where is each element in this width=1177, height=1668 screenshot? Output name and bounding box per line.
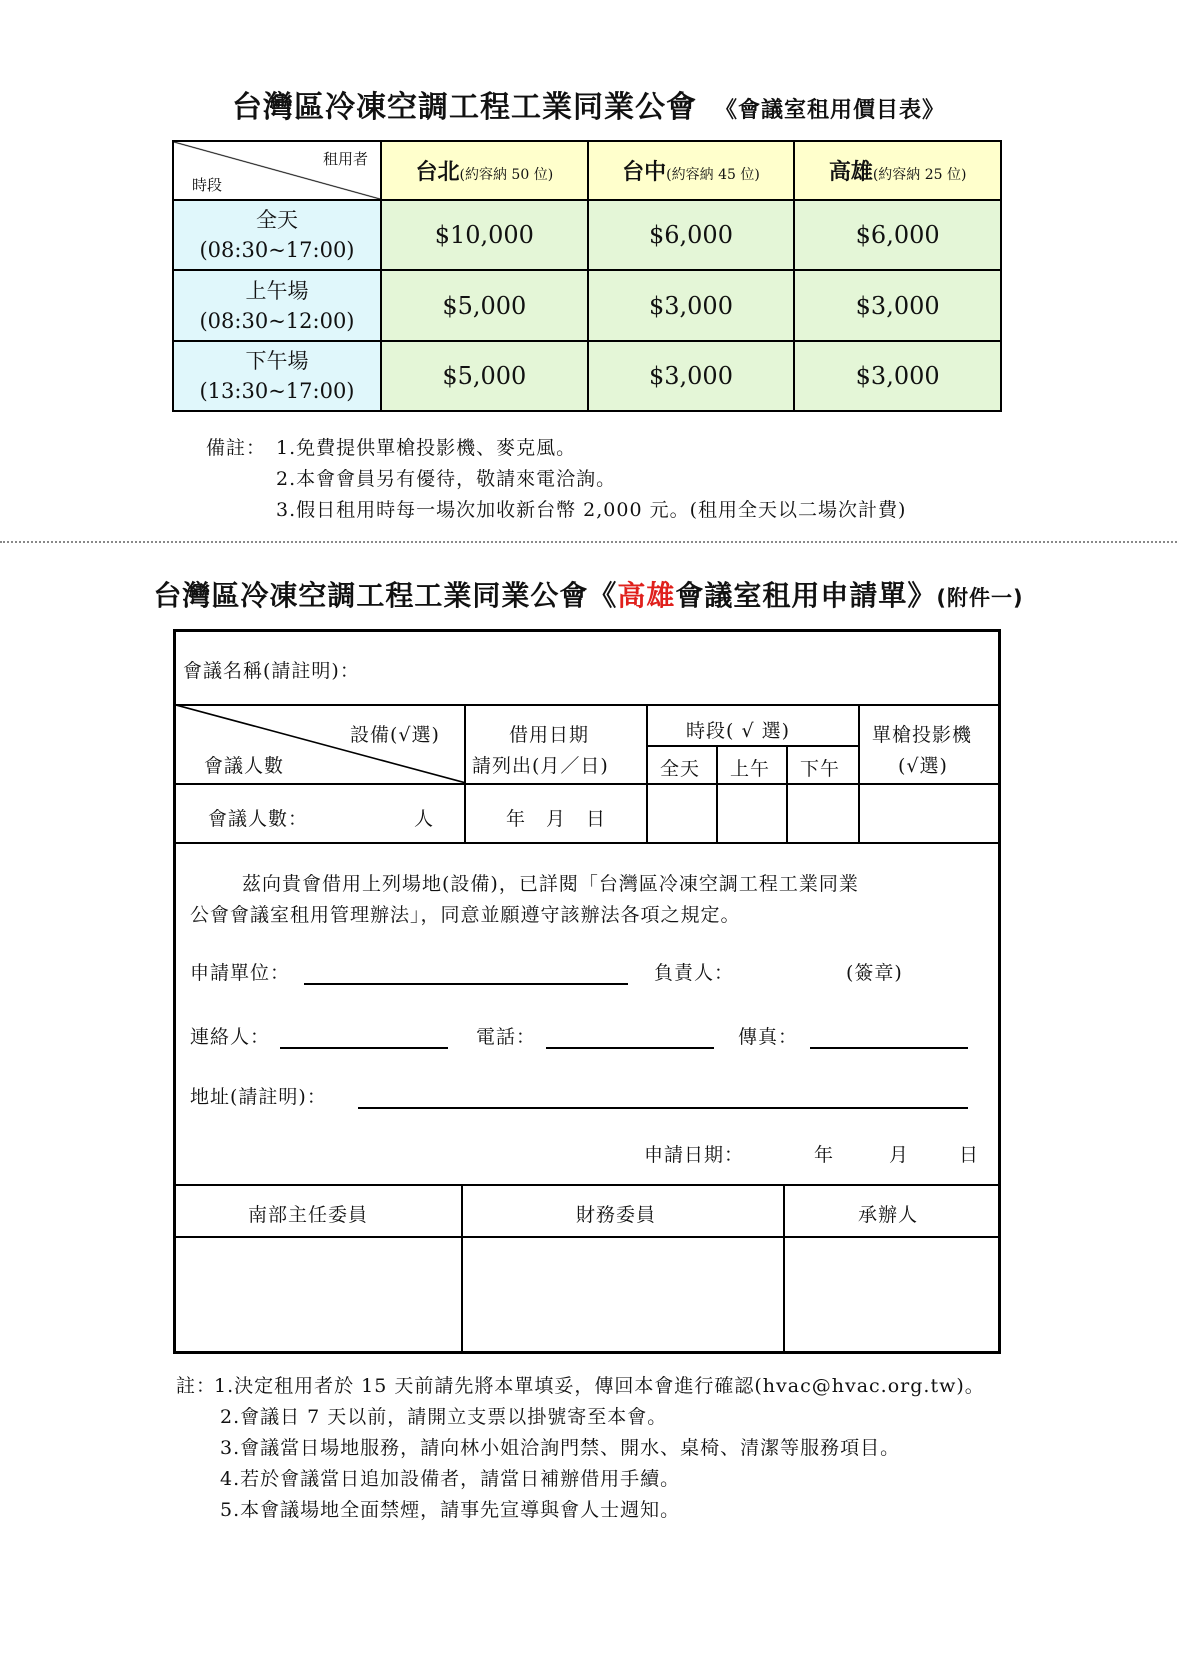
sign-box-director[interactable] (176, 1238, 459, 1352)
price-title-sub: 《會議室租用價目表》 (714, 98, 945, 123)
city-header-taipei: 台北(約容納 50 位) (381, 141, 588, 200)
footer-note-item: 2.會議日 7 天以前，請開立支票以掛號寄至本會。 (220, 1406, 668, 1428)
meeting-name-label: 會議名稱(請註明)： (183, 660, 360, 682)
attendees-field-label: 會議人數： (208, 808, 309, 830)
applicant-field[interactable] (304, 983, 628, 985)
phone-field[interactable] (546, 1047, 714, 1049)
equip-header: 設備(√選) (350, 724, 440, 746)
sign-header-director: 南部主任委員 (248, 1204, 369, 1226)
slot-checkbox-full[interactable] (716, 784, 786, 842)
price-cell: $5,000 (381, 270, 588, 340)
date-header-1: 借用日期 (509, 724, 590, 746)
footer-note-item: 3.會議當日場地服務，請向林小姐洽詢門禁、開水、桌椅、清潔等服務項目。 (220, 1437, 901, 1459)
header-corner (173, 141, 381, 200)
address-label: 地址(請註明)： (190, 1086, 327, 1108)
note-item: 1.免費提供單槍投影機、麥克風。 (276, 437, 577, 459)
contact-field[interactable] (280, 1047, 448, 1049)
statement-line-2: 公會會議室租用管理辦法」，同意並願遵守該辦法各項之規定。 (190, 904, 741, 926)
phone-label: 電話： (476, 1026, 537, 1048)
date-fill: 年 月 日 (506, 808, 607, 830)
price-sheet-title (0, 82, 1177, 126)
sign-box-handler[interactable] (786, 1238, 996, 1352)
sign-header-finance: 財務委員 (576, 1204, 657, 1226)
apply-month: 月 (889, 1144, 910, 1166)
sign-header-handler: 承辦人 (858, 1204, 919, 1226)
slot-morning-label: 上午 (730, 758, 771, 780)
footer-note-item: 4.若於會議當日追加設備者，請當日補辦借用手續。 (220, 1468, 681, 1490)
form-attachment-label: (附件一) (936, 586, 1024, 610)
contact-label: 連絡人： (190, 1026, 271, 1048)
header-corner-renter: 租用者 (322, 150, 368, 168)
footer-note-item: 1.決定租用者於 15 天前請先將本單填妥，傳回本會進行確認(hvac@hvac.org.tw)。 (214, 1375, 985, 1397)
price-cell: $6,000 (588, 200, 795, 270)
seal-label: (簽章) (846, 962, 903, 984)
slot-afternoon-label: 下午 (800, 758, 841, 780)
city-header-kaohsiung: 高雄(約容納 25 位) (794, 141, 1001, 200)
fax-field[interactable] (810, 1047, 968, 1049)
form-title-city: 高雄 (617, 579, 676, 612)
slot-morning: 上午場 (08:30~12:00) (173, 270, 381, 340)
application-form (173, 629, 1001, 1354)
price-cell: $3,000 (794, 270, 1001, 340)
price-cell: $3,000 (588, 270, 795, 340)
price-cell: $10,000 (381, 200, 588, 270)
applicant-label: 申請單位： (190, 962, 291, 984)
note-item: 2.本會會員另有優待，敬請來電洽詢。 (276, 468, 617, 490)
statement-line-1: 茲向貴會借用上列場地(設備)，已詳閱「台灣區冷凍空調工程工業同業 (242, 873, 859, 895)
price-cell: $3,000 (588, 341, 795, 411)
header-corner-slot: 時段 (192, 176, 223, 195)
sign-box-finance[interactable] (464, 1238, 781, 1352)
cut-line-divider (0, 541, 1177, 543)
table-row (173, 270, 1001, 340)
date-header-2: 請列出(月／日) (472, 755, 609, 777)
apply-year: 年 (814, 1144, 835, 1166)
slot-full-day-label: 全天 (660, 758, 701, 780)
price-title-main: 台灣區冷凍空調工程工業同業公會 (231, 90, 697, 125)
price-cell: $3,000 (794, 341, 1001, 411)
footer-notes-label: 註： (176, 1375, 217, 1397)
form-title: 台灣區冷凍空調工程工業同業公會《高雄會議室租用申請單》(附件一) (153, 579, 1024, 612)
apply-date-label: 申請日期： (644, 1144, 745, 1166)
table-row (173, 200, 1001, 270)
attendees-header: 會議人數 (204, 755, 285, 777)
table-row (173, 341, 1001, 411)
apply-day: 日 (959, 1144, 980, 1166)
price-cell: $6,000 (794, 200, 1001, 270)
slot-afternoon: 下午場 (13:30~17:00) (173, 341, 381, 411)
price-table (172, 140, 1002, 412)
fax-label: 傳真： (738, 1026, 799, 1048)
notes-label: 備註： (206, 437, 267, 459)
price-cell: $5,000 (381, 341, 588, 411)
note-item: 3.假日租用時每一場次加收新台幣 2,000 元。(租用全天以二場次計費) (276, 499, 907, 521)
projector-header: 單槍投影機 (872, 724, 973, 746)
slot-header: 時段( √ 選) (686, 720, 791, 742)
footer-note-item: 5.本會議場地全面禁煙，請事先宣導與會人士週知。 (220, 1499, 681, 1521)
people-unit: 人 (414, 808, 435, 830)
address-field[interactable] (358, 1107, 968, 1109)
city-header-taichung: 台中(約容納 45 位) (588, 141, 795, 200)
responsible-label: 負責人： (654, 962, 735, 984)
slot-full-day: 全天 (08:30~17:00) (173, 200, 381, 270)
projector-check-hint: (√選) (898, 755, 948, 777)
